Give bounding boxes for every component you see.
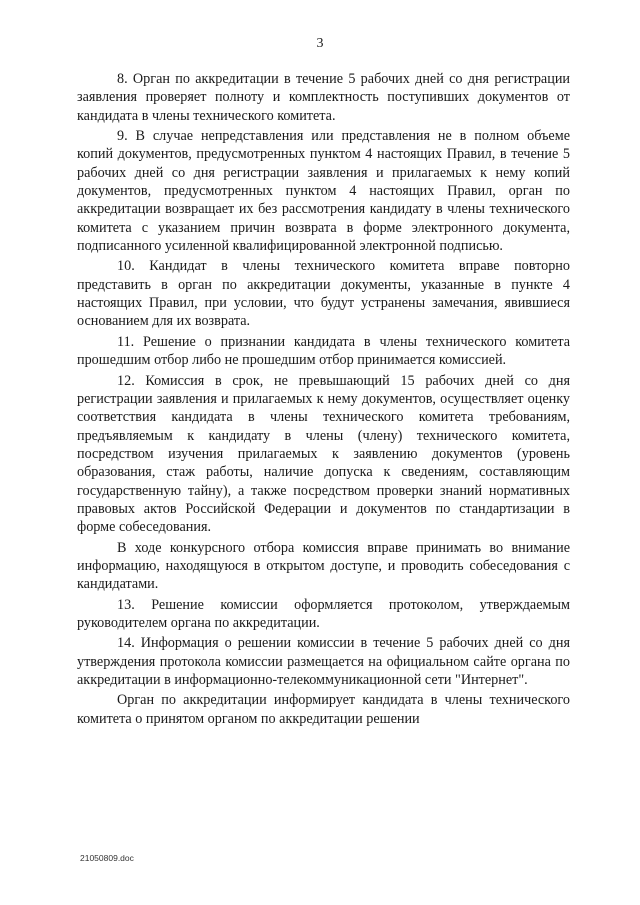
paragraph-12-continued: В ходе конкурсного отбора комиссия вправе принимать во внимание информацию, находящуюся в открытом доступе, и проводить собеседования с кандидатами. [77, 539, 570, 593]
paragraph-9: 9. В случае непредставления или представления не в полном объеме копий документов, предусмотренных пунктом 4 настоящих Правил, в течение 5 рабочих дней со дня регистрации заявления и прилагаемых к нему копий документов, предусмотренных пунктом 4 настоящих Правил, орган по аккредитации возвращает их без рассмотрения кандидату в члены технического комитета с указанием причин возврата в форме электронного документа, подписанного усиленной квалифицированной электронной подписью. [77, 128, 570, 255]
paragraph-14: 14. Информация о решении комиссии в течение 5 рабочих дней со дня утверждения протокола комиссии размещается на официальном сайте органа по аккредитации в информационно-телекоммуникационной сети "Интернет". [77, 635, 570, 688]
page-number: 3 [316, 36, 324, 51]
paragraph-12: 12. Комиссия в срок, не превышающий 15 рабочих дней со дня регистрации заявления и прилагаемых к нему документов, осуществляет оценку соответствия кандидата в члены технического комитета требованиям, предъявляемым к кандидату в члены (члену) технического комитета, посредством изучения прилагаемых к заявлению документов (уровень образования, стаж работы, наличие допуска к сведениям, составляющим государственную тайну), а также посредством проверки знаний нормативных правовых актов Российской Федерации и документов по стандартизации в форме собеседования. [77, 372, 570, 536]
paragraph-10: 10. Кандидат в члены технического комитета вправе повторно представить в орган по аккредитации документы, указанные в пункте 4 настоящих Правил, при условии, что будут устранены замечания, явившиеся основанием для их возврата. [77, 258, 570, 330]
paragraph-11: 11. Решение о признании кандидата в члены технического комитета прошедшим отбор либо не прошедшим отбор принимается комиссией. [77, 333, 570, 369]
paragraph-8: 8. Орган по аккредитации в течение 5 рабочих дней со дня регистрации заявления проверяет полноту и комплектность поступивших документов от кандидата в члены технического комитета. [77, 71, 570, 124]
document-body [77, 70, 570, 730]
document-file-code: 21050809.doc [80, 853, 134, 863]
paragraph-14-continued: Орган по аккредитации информирует кандидата в члены технического комитета о принятом органом по аккредитации решении [77, 692, 570, 727]
paragraph-13: 13. Решение комиссии оформляется протоколом, утверждаемым руководителем органа по аккредитации. [77, 596, 570, 631]
